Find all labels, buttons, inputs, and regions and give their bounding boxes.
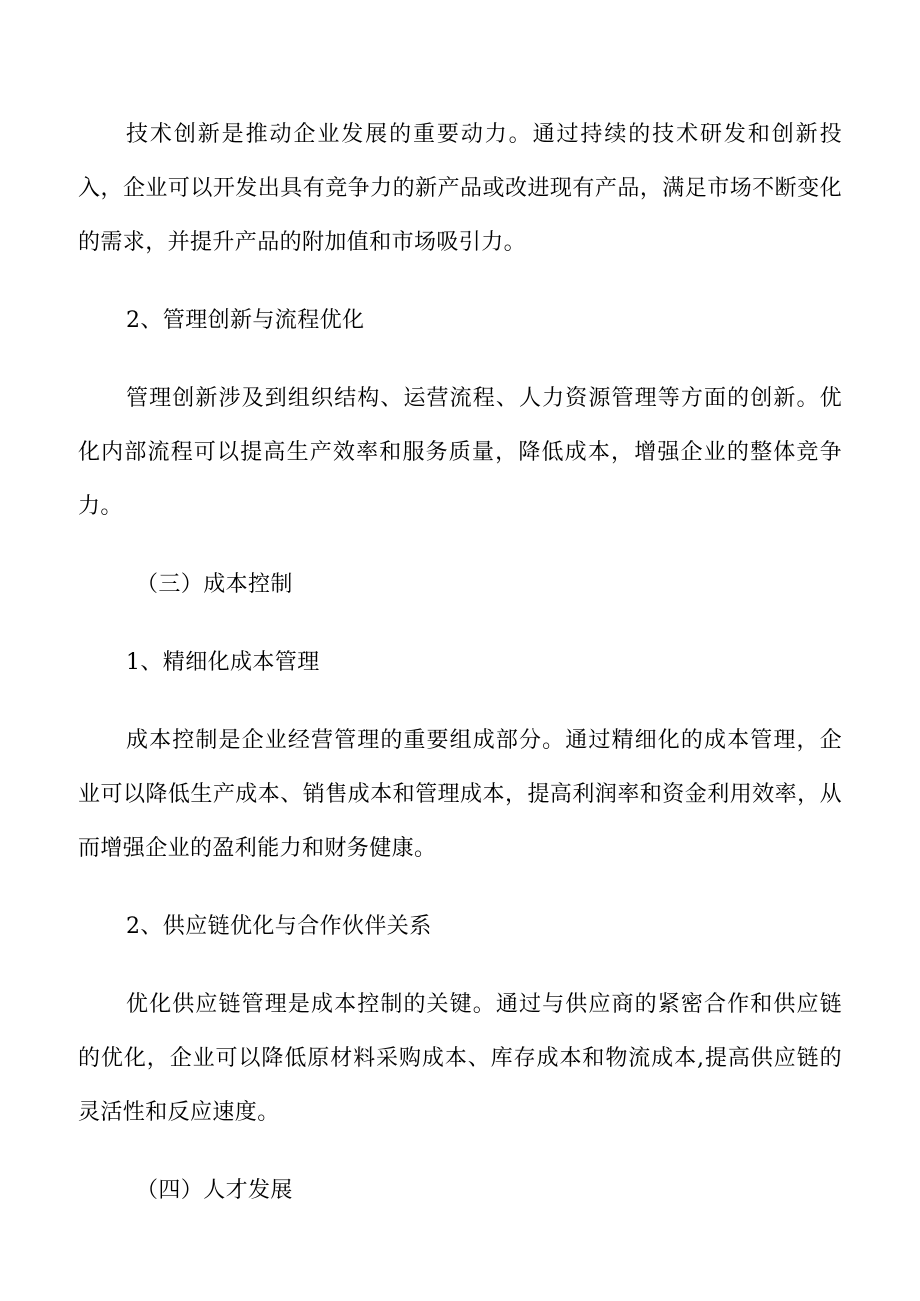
heading-supply-chain: 2、供应链优化与合作伙伴关系 bbox=[126, 914, 432, 939]
heading-fine-cost-management: 1、精细化成本管理 bbox=[126, 650, 320, 675]
section-heading-talent-development: （四）人才发展 bbox=[136, 1178, 293, 1203]
paragraph-supply-chain: 优化供应链管理是成本控制的关键。通过与供应商的紧密合作和供应链的优化，企业可以降低原材料采购成本、库存成本和物流成本,提高供应链的灵活性和反应速度。 bbox=[78, 992, 842, 1125]
paragraph-management-innovation: 管理创新涉及到组织结构、运营流程、人力资源管理等方面的创新。优化内部流程可以提高生产效率和服务质量，降低成本，增强企业的整体竞争力。 bbox=[78, 386, 842, 519]
paragraph-technology-innovation: 技术创新是推动企业发展的重要动力。通过持续的技术研发和创新投入，企业可以开发出具有竞争力的新产品或改进现有产品，满足市场不断变化的需求，并提升产品的附加值和市场吸引力。 bbox=[78, 122, 842, 255]
heading-management-innovation: 2、管理创新与流程优化 bbox=[126, 308, 365, 333]
spacer bbox=[78, 612, 842, 636]
spacer bbox=[78, 534, 842, 558]
spacer bbox=[78, 690, 842, 714]
spacer bbox=[78, 876, 842, 900]
spacer bbox=[78, 954, 842, 978]
spacer bbox=[78, 270, 842, 294]
section-heading-cost-control: （三）成本控制 bbox=[136, 572, 293, 597]
spacer bbox=[78, 348, 842, 372]
paragraph-cost-control: 成本控制是企业经营管理的重要组成部分。通过精细化的成本管理，企业可以降低生产成本、销售成本和管理成本，提高利润率和资金利用效率，从而增强企业的盈利能力和财务健康。 bbox=[78, 728, 842, 861]
spacer bbox=[78, 1140, 842, 1164]
